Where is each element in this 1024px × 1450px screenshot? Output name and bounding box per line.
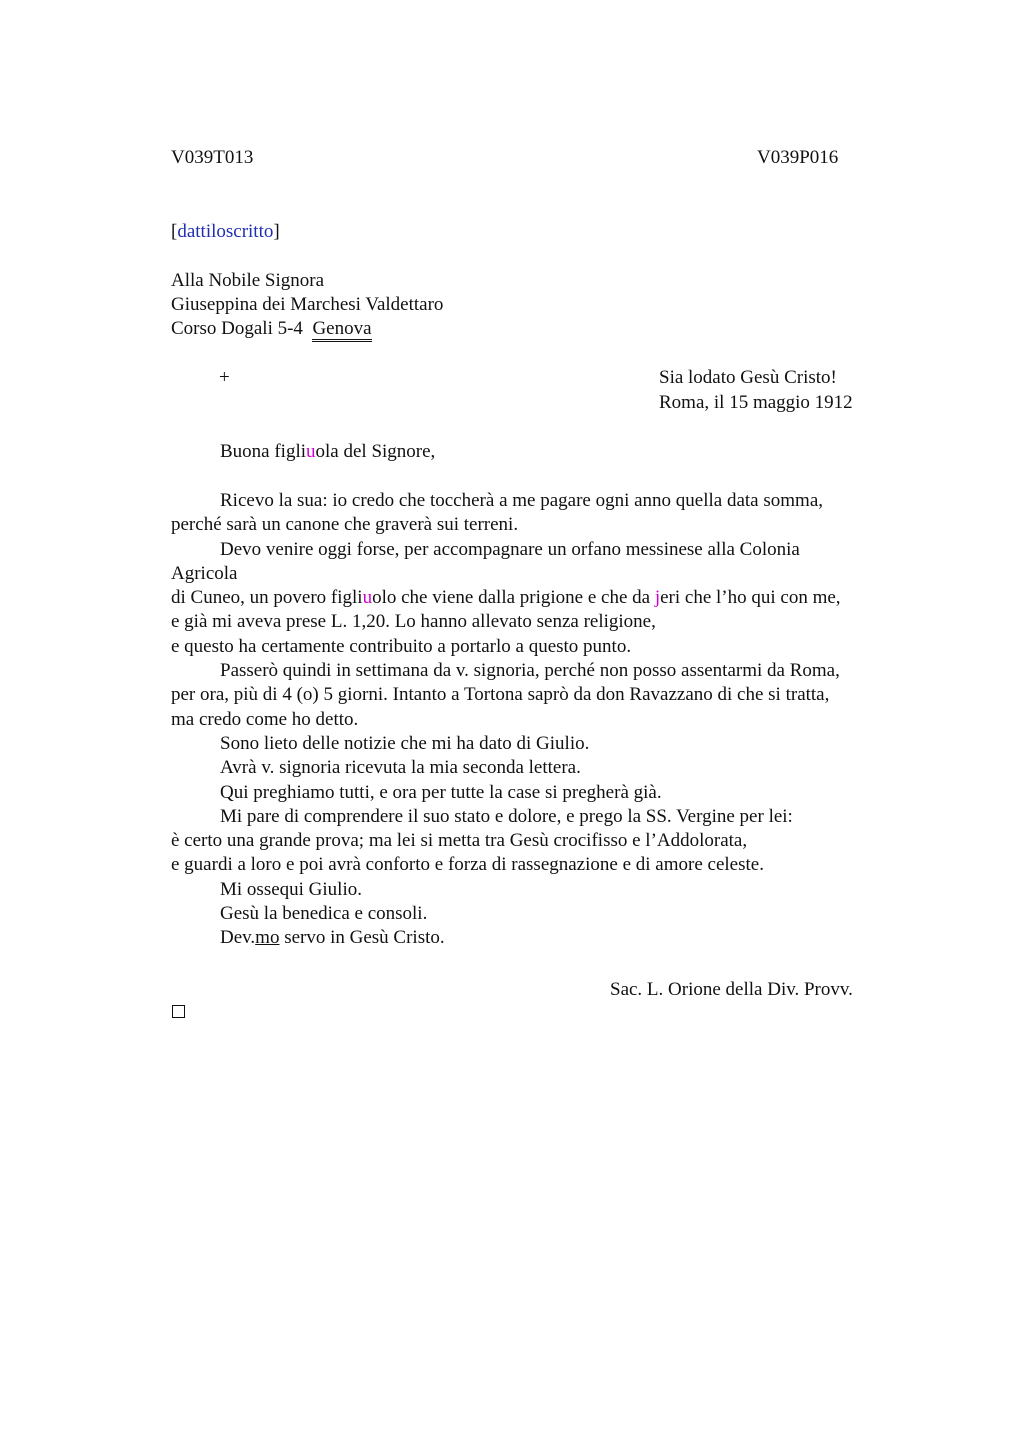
address-line-1: Alla Nobile Signora xyxy=(171,270,325,291)
salutation-part-1: Buona figli xyxy=(220,441,307,462)
document-code-left: V039T013 xyxy=(171,147,254,168)
letter-body xyxy=(171,489,911,951)
salutation-highlight: u xyxy=(306,441,316,462)
body-line: Mi ossequi Giulio. xyxy=(220,878,362,900)
body-line: perché sarà un canone che graverà sui terreni. xyxy=(171,514,519,536)
greeting-heading: Sia lodato Gesù Cristo! xyxy=(659,367,837,388)
closing-abbrev: mo xyxy=(255,927,280,949)
note-text: dattiloscritto xyxy=(177,221,274,242)
body-line: Gesù la benedica e consoli. xyxy=(220,903,428,925)
body-line: Passerò quindi in settimana da v. signoria, perché non posso assentarmi da Roma, xyxy=(220,660,840,682)
body-highlight: j xyxy=(654,587,661,609)
body-line: e guardi a loro e poi avrà conforto e forza di rassegnazione e di amore celeste. xyxy=(171,854,764,876)
body-line: Ricevo la sua: io credo che toccherà a me pagare ogni anno quella data somma, xyxy=(220,490,823,511)
date-line: Roma, il 15 maggio 1912 xyxy=(659,392,853,413)
body-line: Qui preghiamo tutti, e ora per tutte la case si pregherà già. xyxy=(220,781,662,803)
end-square-icon xyxy=(172,1005,185,1018)
cross-mark: + xyxy=(219,367,230,388)
salutation xyxy=(220,440,435,464)
body-line: ma credo come ho detto. xyxy=(171,708,359,730)
body-line: Devo venire oggi forse, per accompagnare un orfano messinese alla Colonia xyxy=(220,538,800,560)
editorial-note xyxy=(171,220,280,244)
body-highlight: u xyxy=(362,587,373,609)
body-text: eri che l’ho qui con me, xyxy=(660,587,841,609)
body-line: per ora, più di 4 (o) 5 giorni. Intanto a Tortona saprò da don Ravazzano di che si tratta, xyxy=(171,684,830,706)
document-code-right: V039P016 xyxy=(757,147,839,168)
body-line: e già mi aveva prese L. 1,20. Lo hanno allevato senza religione, xyxy=(171,611,656,633)
body-line: Mi pare di comprendere il suo stato e dolore, e prego la SS. Vergine per lei: xyxy=(220,805,793,827)
closing-text: servo in Gesù Cristo. xyxy=(279,927,445,949)
closing-line xyxy=(171,926,911,950)
salutation-part-2: ola del Signore, xyxy=(315,441,436,462)
closing-text: Dev. xyxy=(220,927,256,949)
address-street: Corso Dogali 5-4 xyxy=(171,318,303,339)
body-text: di Cuneo, un povero figli xyxy=(171,587,363,609)
body-line xyxy=(171,586,911,610)
body-line: è certo una grande prova; ma lei si metta tra Gesù crocifisso e l’Addolorata, xyxy=(171,830,748,852)
signature: Sac. L. Orione della Div. Provv. xyxy=(610,979,853,1000)
body-line: Avrà v. signoria ricevuta la mia seconda lettera. xyxy=(220,757,581,779)
body-text: olo che viene dalla prigione e che da xyxy=(372,587,655,609)
address-city: Genova xyxy=(312,319,371,342)
address-line-2: Giuseppina dei Marchesi Valdettaro xyxy=(171,294,444,315)
body-line: e questo ha certamente contribuito a portarlo a questo punto. xyxy=(171,635,632,657)
body-line: Sono lieto delle notizie che mi ha dato di Giulio. xyxy=(220,732,590,754)
note-close-bracket: ] xyxy=(273,221,280,242)
body-line: Agricola xyxy=(171,562,238,584)
address-line-3 xyxy=(171,317,372,342)
note-open-bracket: [ xyxy=(171,221,178,242)
